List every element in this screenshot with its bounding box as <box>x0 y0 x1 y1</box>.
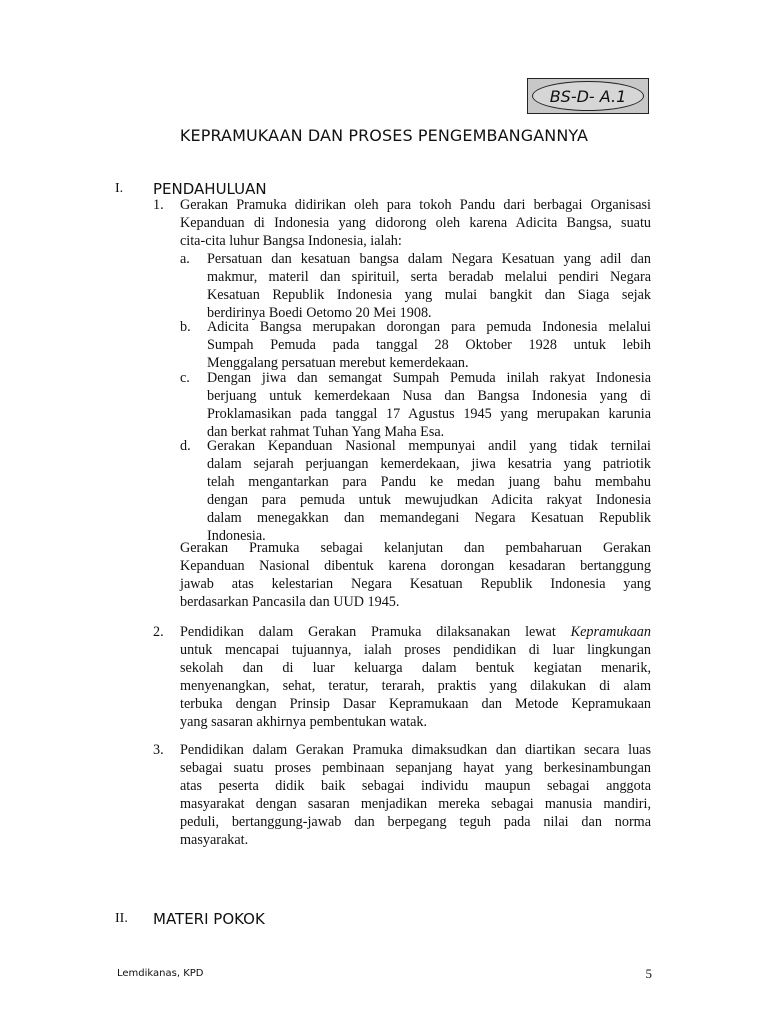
text-line <box>180 623 651 641</box>
list-marker: a. <box>180 251 190 267</box>
text-line: berdirinya Boedi Oetomo 20 Mei 1908. <box>207 305 432 321</box>
text-line: atas peserta didik baik sebagai individu maupun sebagai anggota <box>180 778 651 794</box>
text-line: sebagai suatu proses pembinaan sepanjang hayat yang berkesinambungan <box>180 760 651 776</box>
text-line: peduli, bertanggung-jawab dan berpegang teguh pada nilai dan norma <box>180 814 651 830</box>
text-line: Menggalang persatuan merebut kemerdekaan. <box>207 355 469 371</box>
text-line: Pendidikan dalam Gerakan Pramuka dimaksudkan dan diartikan secara luas <box>180 742 651 758</box>
text-line: berdasarkan Pancasila dan UUD 1945. <box>180 594 400 610</box>
section-number: II. <box>115 911 128 926</box>
text-line: Dengan jiwa dan semangat Sumpah Pemuda inilah rakyat Indonesia <box>207 370 651 386</box>
text-line: Indonesia. <box>207 528 266 544</box>
text-line: Proklamasikan pada tanggal 17 Agustus 1945 yang merupakan karunia <box>207 406 651 422</box>
text-line: Gerakan Kepanduan Nasional mempunyai andil yang tidak ternilai <box>207 438 651 454</box>
text-line: Kesatuan Republik Indonesia yang mulai bangkit dan Siaga sejak <box>207 287 651 303</box>
paragraph-1 <box>180 196 651 250</box>
section-title: PENDAHULUAN <box>153 180 267 198</box>
paragraph-1-closing <box>180 539 651 611</box>
text-line: telah mengantarkan para Pandu ke medan juang bahu membahu <box>207 474 651 490</box>
text-line: Sumpah Pemuda pada tanggal 28 Oktober 1928 untuk lebih <box>207 337 651 353</box>
text-line: cita-cita luhur Bangsa Indonesia, ialah: <box>180 233 402 249</box>
paragraph-2 <box>180 623 651 731</box>
text-line: jawab atas kelestarian Negara Kesatuan Republik Indonesia yang <box>180 576 651 592</box>
text-line: dengan para pemuda untuk mewujudkan Adicita rakyat Indonesia <box>207 492 651 508</box>
list-marker: 3. <box>153 742 164 758</box>
text-line: Kepanduan Nasional dibentuk karena dorongan kesadaran bertanggung <box>180 558 651 574</box>
footer-text: Lemdikanas, KPD <box>117 968 204 979</box>
text-line: dan berkat rahmat Tuhan Yang Maha Esa. <box>207 424 445 440</box>
italic-term: Kepramukaan <box>570 624 651 640</box>
document-code-badge <box>527 78 649 114</box>
list-marker: 1. <box>153 197 164 213</box>
list-marker: c. <box>180 370 190 386</box>
text-line: masyarakat dengan sasaran menjadikan mereka sebagai manusia mandiri, <box>180 796 651 812</box>
text-line: menyenangkan, sehat, teratur, terarah, praktis yang dilakukan di alam <box>180 678 651 694</box>
text-line: dalam sejarah perjuangan kemerdekaan, jiwa kesatria yang patriotik <box>207 456 651 472</box>
list-marker: d. <box>180 438 191 454</box>
list-marker: 2. <box>153 624 164 640</box>
subitem-a <box>207 250 651 322</box>
section-title: MATERI POKOK <box>153 910 265 928</box>
text-line: Persatuan dan kesatuan bangsa dalam Negara Kesatuan yang adil dan <box>207 251 651 267</box>
page-number: 5 <box>645 966 652 981</box>
text-line: Kepanduan di Indonesia yang didorong oleh karena Adicita Bangsa, suatu <box>180 215 651 231</box>
text-line: terbuka dengan Prinsip Dasar Kepramukaan dan Metode Kepramukaan <box>180 696 651 712</box>
text-line: berjuang untuk kemerdekaan Nusa dan Bangsa Indonesia yang di <box>207 388 651 404</box>
text-line: Adicita Bangsa merupakan dorongan para pemuda Indonesia melalui <box>207 319 651 335</box>
text-line: masyarakat. <box>180 832 249 848</box>
text-line: untuk mencapai tujuannya, ialah proses pendidikan di luar lingkungan <box>180 642 651 658</box>
paragraph-3 <box>180 741 651 849</box>
document-code: BS-D- A.1 <box>532 81 644 111</box>
text-line: makmur, materil dan spirituil, serta beradab melalui pendiri Negara <box>207 269 651 285</box>
section-number: I. <box>115 181 124 196</box>
subitem-b <box>207 318 651 372</box>
page-title: KEPRAMUKAAN DAN PROSES PENGEMBANGANNYA <box>179 126 589 145</box>
text-run: Pendidikan dalam Gerakan Pramuka dilaksanakan lewat <box>180 624 571 640</box>
text-line: Gerakan Pramuka sebagai kelanjutan dan pembaharuan Gerakan <box>180 540 651 556</box>
text-line: dalam menegakkan dan memandegani Negara Kesatuan Republik <box>207 510 651 526</box>
subitem-c <box>207 369 651 441</box>
text-line: yang sasaran akhirnya pembentukan watak. <box>180 714 428 730</box>
list-marker: b. <box>180 319 191 335</box>
text-line: sekolah dan di luar keluarga dalam bentuk kegiatan menarik, <box>180 660 651 676</box>
subitem-d <box>207 437 651 545</box>
text-line: Gerakan Pramuka didirikan oleh para tokoh Pandu dari berbagai Organisasi <box>180 197 651 213</box>
